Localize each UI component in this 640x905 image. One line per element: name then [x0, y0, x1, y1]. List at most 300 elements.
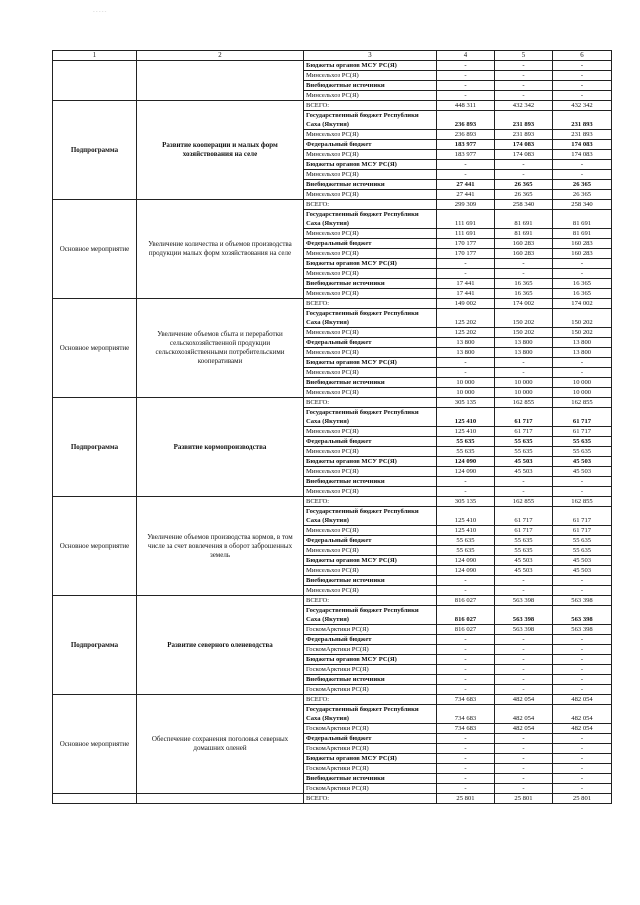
funding-source-cell: ГоскомАрктики РС(Я): [304, 685, 437, 695]
funding-source-cell: Минсельхоз РС(Я): [304, 328, 437, 338]
funding-source-cell: ГоскомАрктики РС(Я): [304, 784, 437, 794]
funding-source-cell: Минсельхоз РС(Я): [304, 487, 437, 497]
amount-year-2: 482 054: [495, 705, 553, 724]
amount-year-2: 26 365: [495, 190, 553, 200]
funding-source-cell: Внебюджетные источники: [304, 279, 437, 289]
amount-year-2: 10 000: [495, 388, 553, 398]
amount-year-1: -: [437, 764, 495, 774]
funding-source-cell: Внебюджетные источники: [304, 81, 437, 91]
amount-year-2: 162 855: [495, 398, 553, 408]
amount-year-3: 55 635: [553, 437, 612, 447]
amount-year-2: -: [495, 744, 553, 754]
amount-year-2: -: [495, 477, 553, 487]
amount-year-1: 10 000: [437, 388, 495, 398]
amount-year-1: -: [437, 754, 495, 764]
event-name-cell: Увеличение объемов производства кормов, в том числе за счет вовлечения в оборот заброшенных земель: [137, 497, 304, 596]
amount-year-3: 160 283: [553, 239, 612, 249]
amount-year-3: 150 202: [553, 328, 612, 338]
amount-year-1: -: [437, 487, 495, 497]
amount-year-2: 563 398: [495, 596, 553, 606]
amount-year-3: 231 893: [553, 130, 612, 140]
table-row: [53, 596, 612, 606]
funding-source-cell: Государственный бюджет Республики Саха (Якутия): [304, 507, 437, 526]
amount-year-2: -: [495, 754, 553, 764]
amount-year-3: 45 503: [553, 556, 612, 566]
amount-year-1: 125 410: [437, 408, 495, 427]
amount-year-1: 125 202: [437, 328, 495, 338]
amount-year-3: 162 855: [553, 497, 612, 507]
amount-year-1: -: [437, 358, 495, 368]
amount-year-2: 55 635: [495, 437, 553, 447]
funding-source-cell: Минсельхоз РС(Я): [304, 249, 437, 259]
amount-year-1: 125 202: [437, 309, 495, 328]
amount-year-3: -: [553, 744, 612, 754]
amount-year-3: -: [553, 675, 612, 685]
funding-source-cell: ВСЕГО:: [304, 101, 437, 111]
amount-year-3: -: [553, 487, 612, 497]
amount-year-3: -: [553, 259, 612, 269]
amount-year-3: -: [553, 477, 612, 487]
amount-year-2: 10 000: [495, 378, 553, 388]
amount-year-3: -: [553, 734, 612, 744]
amount-year-1: -: [437, 655, 495, 665]
amount-year-2: 25 801: [495, 794, 553, 804]
amount-year-1: -: [437, 685, 495, 695]
amount-year-1: -: [437, 744, 495, 754]
amount-year-2: 81 691: [495, 229, 553, 239]
amount-year-3: 162 855: [553, 398, 612, 408]
amount-year-2: 482 054: [495, 724, 553, 734]
funding-source-cell: Минсельхоз РС(Я): [304, 467, 437, 477]
funding-source-cell: ГоскомАрктики РС(Я): [304, 665, 437, 675]
amount-year-3: 482 054: [553, 695, 612, 705]
amount-year-1: 17 441: [437, 289, 495, 299]
funding-source-cell: ГоскомАрктики РС(Я): [304, 764, 437, 774]
funding-source-cell: ВСЕГО:: [304, 299, 437, 309]
amount-year-2: 45 503: [495, 457, 553, 467]
funding-source-cell: Федеральный бюджет: [304, 140, 437, 150]
amount-year-2: -: [495, 160, 553, 170]
amount-year-2: 258 340: [495, 200, 553, 210]
amount-year-3: -: [553, 764, 612, 774]
table-row: [53, 61, 612, 71]
amount-year-1: 183 977: [437, 150, 495, 160]
amount-year-3: 482 054: [553, 705, 612, 724]
amount-year-1: -: [437, 81, 495, 91]
amount-year-3: 10 000: [553, 388, 612, 398]
amount-year-1: 17 441: [437, 279, 495, 289]
funding-source-cell: Внебюджетные источники: [304, 180, 437, 190]
amount-year-3: 174 002: [553, 299, 612, 309]
amount-year-3: 160 283: [553, 249, 612, 259]
amount-year-1: -: [437, 734, 495, 744]
amount-year-1: 734 683: [437, 695, 495, 705]
amount-year-2: 61 717: [495, 408, 553, 427]
amount-year-1: -: [437, 586, 495, 596]
funding-source-cell: Минсельхоз РС(Я): [304, 190, 437, 200]
amount-year-2: 55 635: [495, 546, 553, 556]
amount-year-1: 13 800: [437, 338, 495, 348]
amount-year-2: -: [495, 91, 553, 101]
funding-source-cell: Государственный бюджет Республики Саха (Якутия): [304, 111, 437, 130]
amount-year-2: 61 717: [495, 427, 553, 437]
funding-source-cell: ВСЕГО:: [304, 695, 437, 705]
funding-source-cell: Бюджеты органов МСУ РС(Я): [304, 457, 437, 467]
table-row: [53, 497, 612, 507]
amount-year-2: 563 398: [495, 606, 553, 625]
amount-year-3: 55 635: [553, 536, 612, 546]
funding-source-cell: Внебюджетные источники: [304, 675, 437, 685]
amount-year-3: 258 340: [553, 200, 612, 210]
funding-source-cell: Внебюджетные источники: [304, 477, 437, 487]
amount-year-2: -: [495, 71, 553, 81]
amount-year-1: 816 027: [437, 596, 495, 606]
event-name-cell: Развитие кормопроизводства: [137, 398, 304, 497]
funding-source-cell: Минсельхоз РС(Я): [304, 546, 437, 556]
amount-year-1: 734 683: [437, 724, 495, 734]
funding-table: [52, 50, 612, 804]
amount-year-1: -: [437, 160, 495, 170]
amount-year-3: 26 365: [553, 180, 612, 190]
amount-year-3: 45 503: [553, 566, 612, 576]
amount-year-1: 124 090: [437, 566, 495, 576]
funding-source-cell: Минсельхоз РС(Я): [304, 566, 437, 576]
amount-year-3: 482 054: [553, 724, 612, 734]
amount-year-2: 81 691: [495, 210, 553, 229]
amount-year-3: 81 691: [553, 210, 612, 229]
funding-source-cell: Минсельхоз РС(Я): [304, 348, 437, 358]
amount-year-3: -: [553, 71, 612, 81]
amount-year-2: 16 365: [495, 279, 553, 289]
amount-year-3: 25 801: [553, 794, 612, 804]
amount-year-1: 55 635: [437, 437, 495, 447]
amount-year-1: -: [437, 259, 495, 269]
funding-source-cell: Внебюджетные источники: [304, 378, 437, 388]
funding-source-cell: Минсельхоз РС(Я): [304, 130, 437, 140]
amount-year-3: -: [553, 645, 612, 655]
funding-source-cell: Минсельхоз РС(Я): [304, 586, 437, 596]
corner-mark: - - - - -: [93, 10, 107, 15]
funding-source-cell: Бюджеты органов МСУ РС(Я): [304, 160, 437, 170]
table-row: [53, 101, 612, 111]
event-type-cell: [53, 61, 137, 101]
column-number-1: 1: [53, 51, 137, 61]
amount-year-1: 55 635: [437, 546, 495, 556]
event-type-cell: Подпрограмма: [53, 596, 137, 695]
funding-source-cell: ВСЕГО:: [304, 200, 437, 210]
amount-year-2: -: [495, 358, 553, 368]
amount-year-3: -: [553, 61, 612, 71]
amount-year-2: -: [495, 675, 553, 685]
amount-year-2: -: [495, 259, 553, 269]
funding-source-cell: Минсельхоз РС(Я): [304, 289, 437, 299]
amount-year-1: 236 893: [437, 111, 495, 130]
amount-year-1: -: [437, 269, 495, 279]
amount-year-3: -: [553, 368, 612, 378]
amount-year-2: -: [495, 774, 553, 784]
amount-year-1: 124 090: [437, 467, 495, 477]
amount-year-2: -: [495, 655, 553, 665]
amount-year-1: -: [437, 170, 495, 180]
amount-year-2: -: [495, 734, 553, 744]
funding-source-cell: Государственный бюджет Республики Саха (Якутия): [304, 210, 437, 229]
amount-year-1: -: [437, 91, 495, 101]
funding-source-cell: ВСЕГО:: [304, 596, 437, 606]
funding-source-cell: Бюджеты органов МСУ РС(Я): [304, 259, 437, 269]
funding-source-cell: ГоскомАрктики РС(Я): [304, 625, 437, 635]
amount-year-1: -: [437, 71, 495, 81]
amount-year-1: 13 800: [437, 348, 495, 358]
amount-year-1: 125 410: [437, 507, 495, 526]
funding-source-cell: Бюджеты органов МСУ РС(Я): [304, 754, 437, 764]
amount-year-3: 61 717: [553, 427, 612, 437]
funding-source-cell: Минсельхоз РС(Я): [304, 269, 437, 279]
amount-year-2: 231 893: [495, 130, 553, 140]
funding-source-cell: Бюджеты органов МСУ РС(Я): [304, 61, 437, 71]
amount-year-3: 45 503: [553, 467, 612, 477]
funding-source-cell: ВСЕГО:: [304, 398, 437, 408]
amount-year-2: -: [495, 586, 553, 596]
amount-year-1: 124 090: [437, 556, 495, 566]
amount-year-2: -: [495, 635, 553, 645]
amount-year-1: 170 177: [437, 249, 495, 259]
table-row: [53, 200, 612, 210]
event-name-cell: Увеличение объемов сбыта и переработки сельскохозяйственной продукции сельскохозяйственными потребительскими кооперативами: [137, 299, 304, 398]
amount-year-2: -: [495, 368, 553, 378]
amount-year-2: 26 365: [495, 180, 553, 190]
amount-year-1: 10 000: [437, 378, 495, 388]
amount-year-3: 61 717: [553, 507, 612, 526]
funding-source-cell: ВСЕГО:: [304, 497, 437, 507]
amount-year-2: 150 202: [495, 328, 553, 338]
amount-year-3: 61 717: [553, 408, 612, 427]
amount-year-1: 124 090: [437, 457, 495, 467]
amount-year-2: 174 002: [495, 299, 553, 309]
amount-year-1: 125 410: [437, 427, 495, 437]
amount-year-2: 55 635: [495, 536, 553, 546]
amount-year-3: 563 398: [553, 606, 612, 625]
funding-source-cell: Минсельхоз РС(Я): [304, 229, 437, 239]
header-row: [53, 51, 612, 61]
event-type-cell: Основное мероприятие: [53, 299, 137, 398]
funding-source-cell: Минсельхоз РС(Я): [304, 71, 437, 81]
amount-year-1: -: [437, 576, 495, 586]
amount-year-2: -: [495, 170, 553, 180]
amount-year-3: 16 365: [553, 289, 612, 299]
column-number-3: 3: [304, 51, 437, 61]
event-name-cell: [137, 794, 304, 804]
amount-year-1: -: [437, 61, 495, 71]
funding-source-cell: Федеральный бюджет: [304, 635, 437, 645]
amount-year-3: 174 083: [553, 140, 612, 150]
amount-year-1: -: [437, 368, 495, 378]
funding-source-cell: Минсельхоз РС(Я): [304, 91, 437, 101]
amount-year-1: 299 309: [437, 200, 495, 210]
event-name-cell: Развитие северного оленеводства: [137, 596, 304, 695]
funding-source-cell: ГоскомАрктики РС(Я): [304, 744, 437, 754]
funding-source-cell: Минсельхоз РС(Я): [304, 170, 437, 180]
amount-year-2: -: [495, 61, 553, 71]
funding-source-cell: Федеральный бюджет: [304, 437, 437, 447]
funding-source-cell: Минсельхоз РС(Я): [304, 388, 437, 398]
funding-source-cell: Бюджеты органов МСУ РС(Я): [304, 556, 437, 566]
amount-year-3: -: [553, 170, 612, 180]
amount-year-3: 174 083: [553, 150, 612, 160]
amount-year-2: 482 054: [495, 695, 553, 705]
event-name-cell: Развитие кооперации и малых форм хозяйствования на селе: [137, 101, 304, 200]
amount-year-3: -: [553, 586, 612, 596]
amount-year-2: -: [495, 576, 553, 586]
amount-year-3: 563 398: [553, 625, 612, 635]
column-number-4: 4: [437, 51, 495, 61]
amount-year-1: 305 135: [437, 497, 495, 507]
table-row: [53, 794, 612, 804]
funding-source-cell: Государственный бюджет Республики Саха (Якутия): [304, 309, 437, 328]
amount-year-2: 45 503: [495, 467, 553, 477]
amount-year-1: -: [437, 665, 495, 675]
amount-year-1: 816 027: [437, 625, 495, 635]
amount-year-2: 563 398: [495, 625, 553, 635]
funding-source-cell: Минсельхоз РС(Я): [304, 150, 437, 160]
amount-year-2: -: [495, 269, 553, 279]
amount-year-3: 55 635: [553, 447, 612, 457]
funding-source-cell: Государственный бюджет Республики Саха (Якутия): [304, 408, 437, 427]
amount-year-1: 111 691: [437, 229, 495, 239]
funding-source-cell: ГоскомАрктики РС(Я): [304, 645, 437, 655]
funding-table-container: [52, 50, 611, 804]
amount-year-3: -: [553, 160, 612, 170]
amount-year-2: 13 800: [495, 348, 553, 358]
amount-year-2: 45 503: [495, 566, 553, 576]
amount-year-1: 27 441: [437, 190, 495, 200]
event-type-cell: Основное мероприятие: [53, 200, 137, 299]
amount-year-3: 61 717: [553, 526, 612, 536]
funding-source-cell: Бюджеты органов МСУ РС(Я): [304, 655, 437, 665]
event-name-cell: [137, 61, 304, 101]
amount-year-2: 55 635: [495, 447, 553, 457]
amount-year-3: -: [553, 665, 612, 675]
amount-year-3: -: [553, 774, 612, 784]
amount-year-1: 125 410: [437, 526, 495, 536]
amount-year-1: 305 135: [437, 398, 495, 408]
amount-year-2: 432 342: [495, 101, 553, 111]
funding-source-cell: Внебюджетные источники: [304, 576, 437, 586]
amount-year-2: 162 855: [495, 497, 553, 507]
table-row: [53, 398, 612, 408]
amount-year-2: 174 083: [495, 140, 553, 150]
table-row: [53, 299, 612, 309]
amount-year-3: 26 365: [553, 190, 612, 200]
amount-year-3: 150 202: [553, 309, 612, 328]
amount-year-1: 111 691: [437, 210, 495, 229]
amount-year-2: 231 893: [495, 111, 553, 130]
funding-source-cell: ГоскомАрктики РС(Я): [304, 724, 437, 734]
amount-year-3: -: [553, 784, 612, 794]
amount-year-1: -: [437, 774, 495, 784]
event-type-cell: Подпрограмма: [53, 398, 137, 497]
amount-year-3: 231 893: [553, 111, 612, 130]
amount-year-2: 16 365: [495, 289, 553, 299]
column-number-6: 6: [553, 51, 612, 61]
amount-year-3: 13 800: [553, 338, 612, 348]
funding-source-cell: Бюджеты органов МСУ РС(Я): [304, 358, 437, 368]
amount-year-2: 174 083: [495, 150, 553, 160]
funding-source-cell: Внебюджетные источники: [304, 774, 437, 784]
amount-year-3: -: [553, 81, 612, 91]
event-type-cell: Основное мероприятие: [53, 695, 137, 794]
amount-year-1: -: [437, 645, 495, 655]
amount-year-1: -: [437, 635, 495, 645]
amount-year-2: -: [495, 487, 553, 497]
amount-year-1: -: [437, 784, 495, 794]
funding-source-cell: Федеральный бюджет: [304, 239, 437, 249]
event-type-cell: Основное мероприятие: [53, 497, 137, 596]
amount-year-1: 734 683: [437, 705, 495, 724]
amount-year-3: 563 398: [553, 596, 612, 606]
amount-year-1: 448 311: [437, 101, 495, 111]
amount-year-1: 55 635: [437, 536, 495, 546]
table-row: [53, 695, 612, 705]
funding-source-cell: Минсельхоз РС(Я): [304, 368, 437, 378]
column-number-2: 2: [137, 51, 304, 61]
amount-year-3: -: [553, 754, 612, 764]
event-name-cell: Обеспечение сохранения поголовья северных домашних оленей: [137, 695, 304, 794]
funding-source-cell: Федеральный бюджет: [304, 536, 437, 546]
amount-year-2: -: [495, 784, 553, 794]
amount-year-1: 25 801: [437, 794, 495, 804]
amount-year-2: 160 283: [495, 249, 553, 259]
amount-year-2: -: [495, 764, 553, 774]
funding-source-cell: Государственный бюджет Республики Саха (Якутия): [304, 705, 437, 724]
amount-year-3: -: [553, 358, 612, 368]
amount-year-1: 183 977: [437, 140, 495, 150]
funding-source-cell: ВСЕГО:: [304, 794, 437, 804]
amount-year-1: 27 441: [437, 180, 495, 190]
amount-year-3: 81 691: [553, 229, 612, 239]
amount-year-2: 61 717: [495, 507, 553, 526]
funding-source-cell: Минсельхоз РС(Я): [304, 447, 437, 457]
amount-year-1: -: [437, 477, 495, 487]
amount-year-3: 13 800: [553, 348, 612, 358]
amount-year-3: 432 342: [553, 101, 612, 111]
amount-year-2: 61 717: [495, 526, 553, 536]
amount-year-3: -: [553, 576, 612, 586]
amount-year-2: 45 503: [495, 556, 553, 566]
amount-year-3: -: [553, 91, 612, 101]
amount-year-1: -: [437, 675, 495, 685]
funding-source-cell: Федеральный бюджет: [304, 338, 437, 348]
amount-year-2: -: [495, 81, 553, 91]
amount-year-1: 816 027: [437, 606, 495, 625]
amount-year-3: 16 365: [553, 279, 612, 289]
amount-year-2: -: [495, 665, 553, 675]
amount-year-3: 55 635: [553, 546, 612, 556]
amount-year-3: 10 000: [553, 378, 612, 388]
event-name-cell: Увеличение количества и объемов производства продукции малых форм хозяйствования на селе: [137, 200, 304, 299]
amount-year-2: 150 202: [495, 309, 553, 328]
column-number-5: 5: [495, 51, 553, 61]
amount-year-3: 45 503: [553, 457, 612, 467]
amount-year-3: -: [553, 685, 612, 695]
amount-year-2: 13 800: [495, 338, 553, 348]
amount-year-1: 236 893: [437, 130, 495, 140]
funding-source-cell: Минсельхоз РС(Я): [304, 526, 437, 536]
amount-year-1: 149 002: [437, 299, 495, 309]
funding-source-cell: Минсельхоз РС(Я): [304, 427, 437, 437]
amount-year-2: -: [495, 685, 553, 695]
amount-year-3: -: [553, 269, 612, 279]
funding-source-cell: Государственный бюджет Республики Саха (Якутия): [304, 606, 437, 625]
